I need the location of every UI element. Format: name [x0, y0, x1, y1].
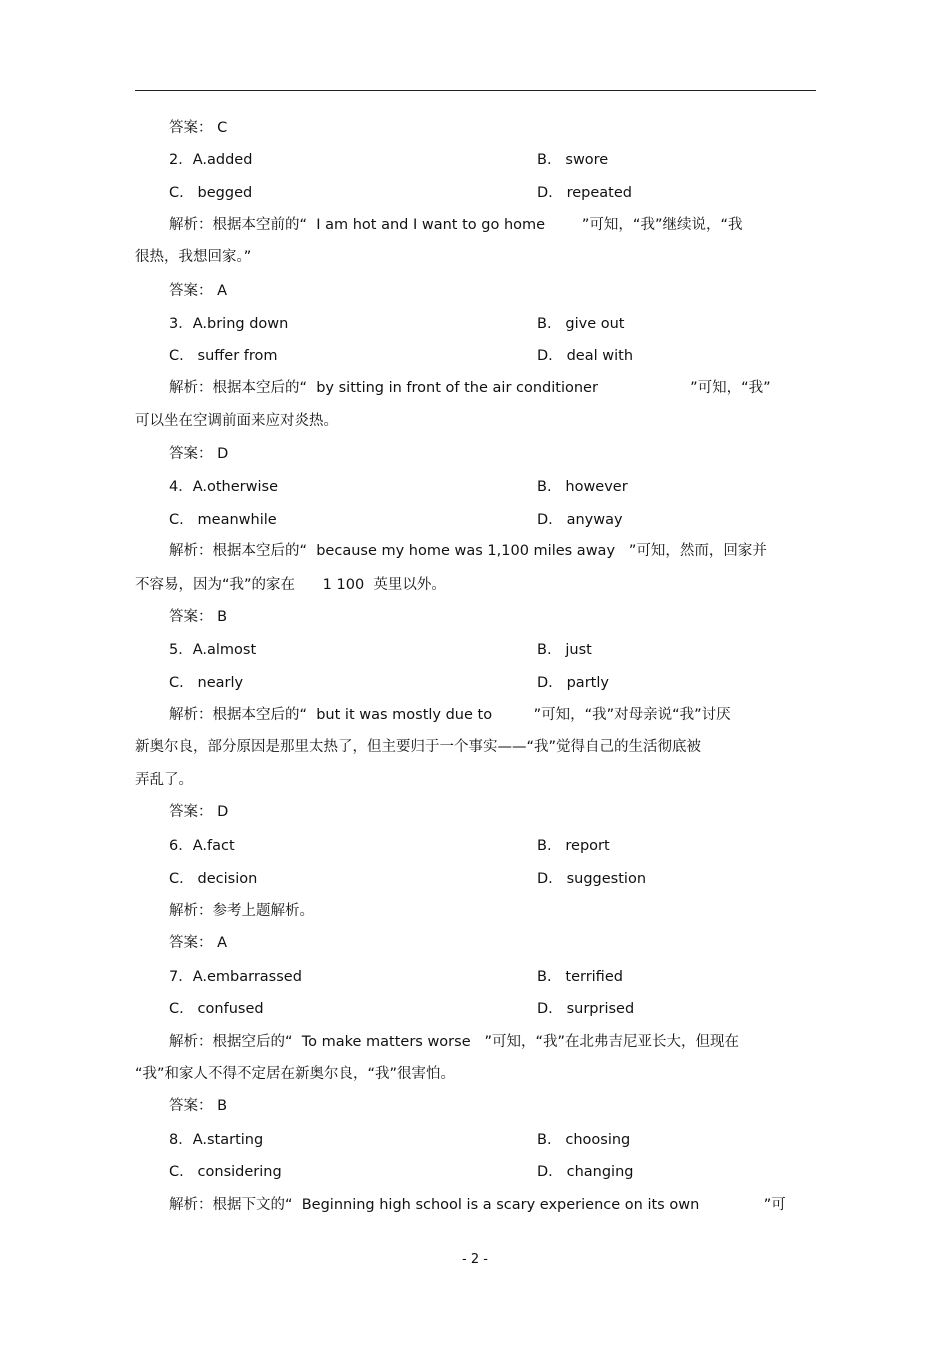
text-line: 8．A.starting [169, 1132, 264, 1148]
text-line: D. partly [537, 675, 609, 691]
text-line: B. just [537, 642, 592, 658]
text-line: “我”和家人不得不定居在新奥尔良，“我”很害怕。 [135, 1066, 456, 1082]
text-line: 新奥尔良，部分原因是那里太热了，但主要归于一个事实——“我”觉得自己的生活彻底被 [135, 739, 702, 755]
text-line: 弄乱了。 [135, 772, 193, 788]
text-line: C. meanwhile [169, 512, 277, 528]
text-line: D. repeated [537, 185, 632, 201]
text-line: 4．A.otherwise [169, 479, 278, 495]
text-line: 答案： D [169, 446, 229, 462]
text-line: D. changing [537, 1164, 634, 1180]
text-line: 很热，我想回家。” [135, 249, 252, 265]
text-line: D. deal with [537, 348, 634, 364]
text-line: 可以坐在空调前面来应对炎热。 [135, 413, 338, 429]
text-line: D. anyway [537, 512, 623, 528]
text-line: C. confused [169, 1001, 264, 1017]
text-line: 解析：根据本空后的“ but it was mostly due to ”可知，“我”对母亲说“我”讨厌 [169, 707, 731, 723]
text-line: 解析：根据本空后的“ because my home was 1,100 miles away ”可知，然而，回家并 [169, 543, 767, 559]
text-line: C. decision [169, 871, 258, 887]
text-line: D. surprised [537, 1001, 635, 1017]
text-line: C. suffer from [169, 348, 278, 364]
text-line: 解析：参考上题解析。 [169, 903, 314, 919]
text-line: 解析：根据本空后的“ by sitting in front of the air conditioner ”可知，“我” [169, 380, 771, 396]
text-line: 答案： C [169, 120, 228, 136]
text-line: 解析：根据下文的“ Beginning high school is a scary experience on its own ”可 [169, 1197, 786, 1213]
text-line: B. terrified [537, 969, 623, 985]
text-line: 答案： D [169, 804, 229, 820]
text-line: B. swore [537, 152, 609, 168]
text-line: 解析：根据本空前的“ I am hot and I want to go home ”可知，“我”继续说，“我 [169, 217, 743, 233]
text-line: C. begged [169, 185, 253, 201]
text-line: 2．A.added [169, 152, 253, 168]
text-line: B. give out [537, 316, 625, 332]
text-line: 6．A.fact [169, 838, 235, 854]
text-line: C. considering [169, 1164, 282, 1180]
text-line: C. nearly [169, 675, 244, 691]
page-number: - 2 - [462, 1252, 488, 1267]
text-line: 7．A.embarrassed [169, 969, 302, 985]
text-line: 不容易，因为“我”的家在 1 100 英里以外。 [135, 577, 446, 593]
text-line: B. report [537, 838, 610, 854]
text-line: 答案： B [169, 1098, 228, 1114]
text-line: 解析：根据空后的“ To make matters worse ”可知，“我”在北弗吉尼亚长大，但现在 [169, 1034, 739, 1050]
text-line: B. however [537, 479, 628, 495]
text-line: 答案： B [169, 609, 228, 625]
header-rule [135, 90, 816, 91]
text-line: 答案： A [169, 283, 228, 299]
text-line: 答案： A [169, 935, 228, 951]
text-line: D. suggestion [537, 871, 647, 887]
text-line: 5．A.almost [169, 642, 257, 658]
text-line: B. choosing [537, 1132, 631, 1148]
text-line: 3．A.bring down [169, 316, 289, 332]
